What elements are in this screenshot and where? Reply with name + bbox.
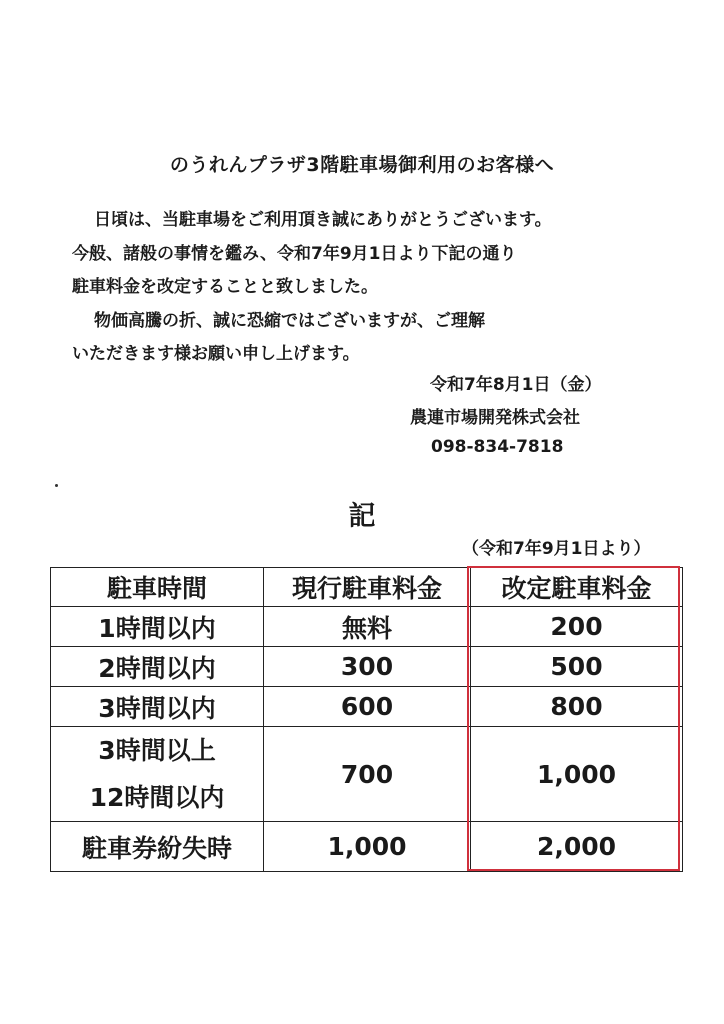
phone-number: 098-834-7818	[431, 437, 564, 457]
ki-heading: 記	[348, 501, 376, 532]
cell-current: 1,000	[264, 822, 471, 872]
table-row	[51, 727, 683, 822]
cell-time: 駐車券紛失時	[51, 822, 264, 872]
cell-time-line: 12時間以内	[89, 783, 225, 812]
body-line: 駐車料金を改定することと致しました。	[72, 277, 378, 297]
cell-time-line: 3時間以上	[98, 736, 216, 765]
table-row	[51, 607, 683, 647]
cell-revised: 500	[471, 647, 683, 687]
header-current-fee: 現行駐車料金	[264, 568, 471, 607]
stray-mark	[55, 484, 58, 487]
body-line: 今般、諸般の事情を鑑み、令和7年9月1日より下記の通り	[72, 243, 517, 264]
header-parking-time: 駐車時間	[51, 568, 264, 607]
fee-table	[50, 567, 683, 872]
body-line: いただきます様お願い申し上げます。	[72, 344, 360, 364]
table-row	[51, 687, 683, 727]
cell-revised: 1,000	[471, 727, 683, 822]
notice-title: のうれんプラザ3階駐車場御利用のお客様へ	[169, 154, 555, 176]
notice-date: 令和7年8月1日（金）	[430, 375, 602, 395]
cell-time: 1時間以内	[51, 607, 264, 647]
cell-revised: 2,000	[471, 822, 683, 872]
cell-current: 300	[264, 647, 471, 687]
table-row	[51, 822, 683, 872]
cell-revised: 200	[471, 607, 683, 647]
cell-time: 2時間以内	[51, 647, 264, 687]
cell-current: 700	[264, 727, 471, 822]
header-revised-fee: 改定駐車料金	[471, 568, 683, 607]
body-line: 日頃は、当駐車場をご利用頂き誠にありがとうございます。	[94, 210, 552, 230]
table-header-row	[51, 568, 683, 607]
cell-time	[51, 727, 264, 822]
cell-current: 600	[264, 687, 471, 727]
company-name: 農連市場開発株式会社	[410, 408, 580, 428]
cell-time: 3時間以内	[51, 687, 264, 727]
table-row	[51, 647, 683, 687]
cell-current: 無料	[264, 607, 471, 647]
cell-revised: 800	[471, 687, 683, 727]
notice-body	[72, 204, 552, 372]
effective-date: （令和7年9月1日より）	[462, 539, 651, 559]
body-line: 物価高騰の折、誠に恐縮ではございますが、ご理解	[94, 310, 485, 331]
